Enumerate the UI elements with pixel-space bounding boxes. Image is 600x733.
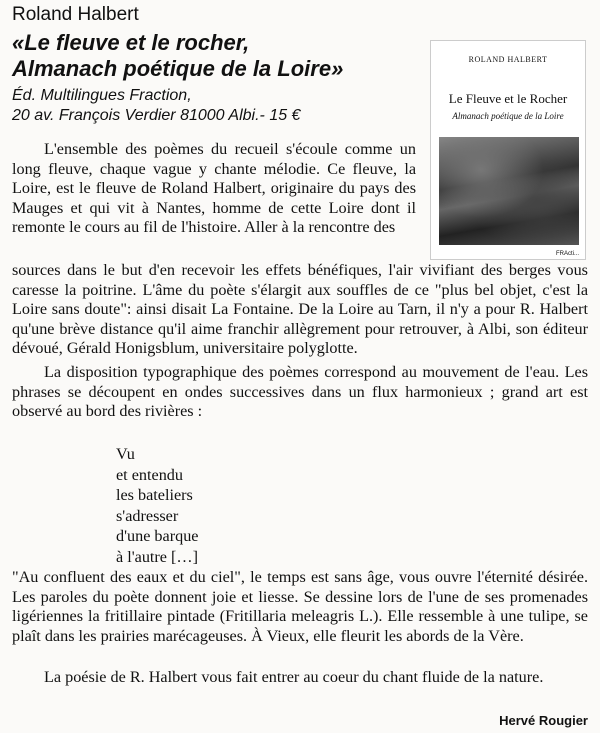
review-author: Roland Halbert bbox=[12, 4, 139, 25]
poem-line: les bateliers bbox=[116, 486, 193, 504]
book-title bbox=[12, 30, 343, 82]
paragraph-4: La poésie de R. Halbert vous fait entrer au coeur du chant fluide de la nature. bbox=[44, 668, 544, 686]
publisher-line1: Éd. Multilingues Fraction, bbox=[12, 87, 192, 104]
poem-line: Vu bbox=[116, 445, 135, 463]
poem-line: et entendu bbox=[116, 465, 183, 484]
book-cover-image bbox=[430, 40, 586, 260]
poem-excerpt bbox=[116, 444, 198, 567]
publisher-line2: 20 av. François Verdier 81000 Albi.- 15 € bbox=[12, 107, 301, 124]
cover-publisher-logo: FRActi... bbox=[555, 251, 579, 257]
cover-author: ROLAND HALBERT bbox=[468, 55, 548, 64]
poem-line: d'une barque bbox=[116, 527, 199, 545]
paragraph-1a: L'ensemble des poèmes du recueil s'écoule comme un long fleuve, chaque vague y chante mélodie. Ce fleuve, la Loire, est le fleuve de Roland Halbert, originaire du pays des Mauges et qui vit à Nantes, homme de cette Loire dont il remonte le cours au fil de l'histoire. Aller à la rencontre des bbox=[12, 140, 416, 237]
paragraph-3: "Au confluent des eaux et du ciel", le temps est sans âge, vous ouvre l'éternité désirée. Les paroles du poète donnent joie et liesse. Se dessine lors de l'une de ses promenades ligériennes la fritillaire pintade (Fritillaria meleagris L.). Elle ressemble à une tulipe, se plaît dans les prairies marécageuses. À Vieux, elle fleurit les abords de la Vère. bbox=[12, 568, 588, 645]
cover-subtitle: Almanach poétique de la Loire bbox=[452, 111, 564, 121]
poem-line: à l'autre […] bbox=[116, 547, 199, 566]
cover-illustration bbox=[439, 137, 579, 245]
signature: Hervé Rougier bbox=[499, 713, 588, 728]
cover-title: Le Fleuve et le Rocher bbox=[448, 91, 568, 106]
book-title-line1: «Le fleuve et le rocher, bbox=[12, 30, 250, 55]
paragraph-2: La disposition typographique des poèmes correspond au mouvement de l'eau. Les phrases se découpent en ondes successives dans un flux harmonieux ; grand art est observé au bord des rivières : bbox=[12, 363, 588, 421]
publisher-info bbox=[12, 86, 300, 126]
book-title-line2: Almanach poétique de la Loire» bbox=[12, 56, 344, 81]
poem-line: s'adresser bbox=[116, 506, 179, 525]
paragraph-1b: sources dans le but d'en recevoir les effets bénéfiques, l'air vivifiant des berges vous caresse la poitrine. L'âme du poète s'élargit aux souffles de ce "plus bel objet, c'est la Loire sans doute": ainsi disait La Fontaine. De la Loire au Tarn, il n'y a pour R. Halbert qu'une brève distance qu'il aime franchir allègrement pour retrouver, à Albi, son éditeur dévoué, Gérald Honigsblum, universitaire polyglotte. bbox=[12, 261, 588, 358]
